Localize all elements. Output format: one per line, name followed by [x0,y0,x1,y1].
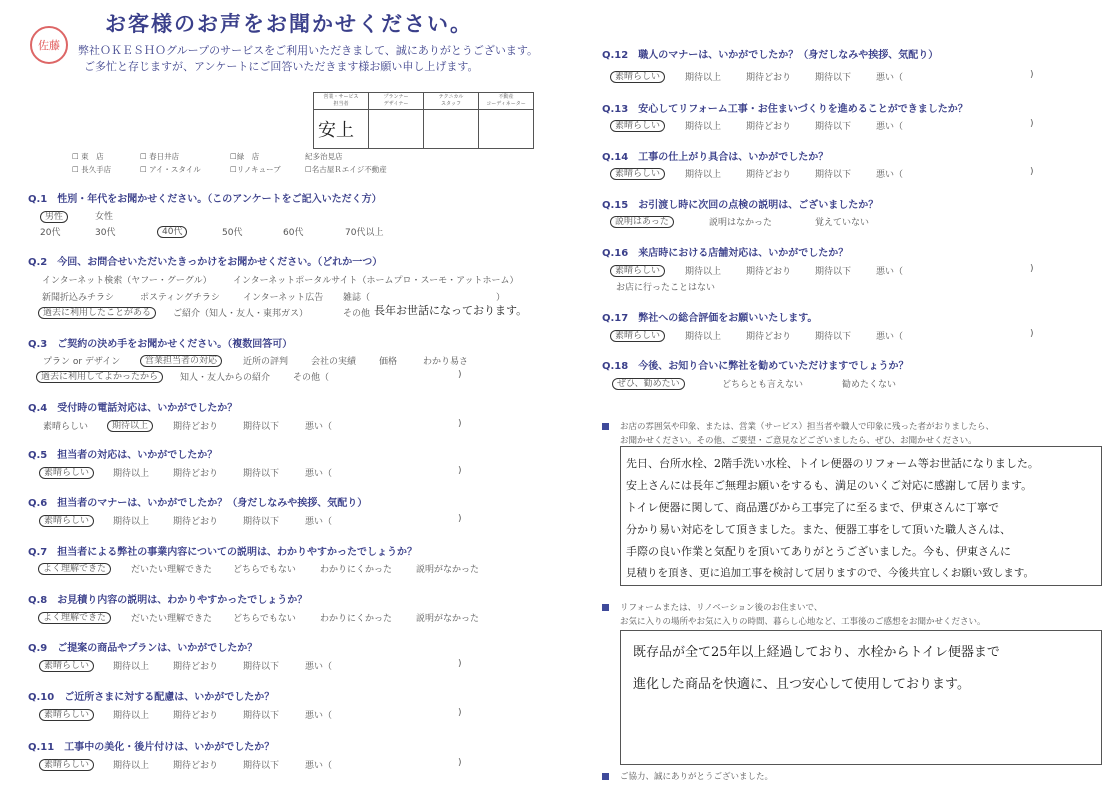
intro-line-2: ご多忙と存じますが、アンケートにご回答いただきます様お願い申し上げます。 [84,60,479,73]
option[interactable]: 50代 [222,228,243,238]
option-close-paren: ) [458,370,462,380]
option[interactable]: 期待以下 [243,422,280,432]
option[interactable]: ご紹介（知人・友人・東邦ガス） [173,309,309,319]
option[interactable]: よく理解できた [38,610,111,623]
option[interactable]: 悪い（ [305,711,333,721]
comment1-prompt-line-2: お聞かせください。その他、ご要望・ご意見などございましたら、ぜひ、お聞かせください。 [620,436,977,446]
staff-header: テクニカル スタッフ [424,93,479,110]
option[interactable]: 期待どおり [746,73,792,83]
option[interactable]: どちらでもない [233,614,296,624]
comment1-line: 分かり易い対応をして頂きました。また、便器工事をして頂いた職人さんは、 [626,523,1011,536]
option[interactable]: 悪い（ [876,122,904,132]
comment1-prompt-line-1: お店の雰囲気や印象、または、営業（サービス）担当者や職人で印象に残った者がおりましたら、 [620,422,995,432]
option[interactable]: 素晴らしい [43,422,89,432]
option[interactable]: わかりにくかった [320,614,393,624]
option-close-paren: ) [1030,329,1034,339]
option[interactable]: 悪い（ [305,761,333,771]
option[interactable]: 期待以上 [113,517,150,527]
option-close-paren: ) [458,466,462,476]
comment2-prompt-line-2: お気に入りの場所やお気に入りの時間、暮らし心地など、工事後のご感想をお聞かせください。 [620,617,986,627]
question-q4: Q.4 受付時の電話対応は、いかがでしたか？ [28,403,238,414]
option[interactable]: その他 [343,309,371,319]
comment1-box[interactable] [620,446,1102,586]
option[interactable]: 期待どおり [746,332,792,342]
option[interactable]: よく理解できた [38,561,111,574]
option[interactable]: だいたい理解できた [131,614,213,624]
question-q1: Q.1 性別・年代をお聞かせください。（このアンケートをご記入いただく方） [28,194,382,205]
option-close-paren: ) [458,419,462,429]
option[interactable]: 期待以下 [815,73,852,83]
option[interactable]: 期待以下 [243,711,280,721]
option[interactable]: 女性 [95,212,114,222]
option[interactable]: 期待どおり [173,469,219,479]
staff-realestate-cell[interactable] [479,110,534,149]
question-q2: Q.2 今回、お問合せいただいたきっかけをお聞かせください。（どれか一つ） [28,257,383,268]
option[interactable]: 期待以上 [113,662,150,672]
question-q8: Q.8 お見積り内容の説明は、わかりやすかったでしょうか？ [28,595,308,606]
option[interactable]: 期待以下 [243,761,280,771]
option[interactable]: 期待どおり [173,422,219,432]
question-q16: Q.16 来店時における店舗対応は、いかがでしたか？ [602,248,849,259]
question-q18: Q.18 今後、お知り合いに弊社を勧めていただけますでしょうか？ [602,361,909,372]
question-q3: Q.3 ご契約の決め手をお聞かせください。（複数回答可） [28,339,293,350]
option[interactable]: その他（ [293,373,330,383]
question-q6: Q.6 担当者のマナーは、いかがでしたか？（身だしなみや挨拶、気配り） [28,498,368,509]
option[interactable]: 価格 [379,357,398,367]
option[interactable]: 素晴らしい [610,166,665,179]
section-bullet [602,604,609,611]
option[interactable]: 期待以下 [815,170,852,180]
option-close-paren: ) [1030,264,1034,274]
store-option[interactable]: ☐緑 店 [230,152,260,161]
section-bullet [602,773,609,780]
staff-technical-cell[interactable] [424,110,479,149]
staff-sales-cell[interactable]: 安上 [314,110,369,149]
seal-stamp: 佐藤 [30,26,68,64]
question-q7: Q.7 担当者による弊社の事業内容についての説明は、わかりやすかったでしょうか？ [28,547,418,558]
option[interactable]: 期待以上 [107,418,153,431]
question-q17: Q.17 弊社への総合評価をお願いいたします。 [602,313,818,324]
intro-line-1: 弊社ＯＫＥＳＨＯグループのサービスをご利用いただきまして、誠にありがとうございます。 [78,44,539,57]
store-option[interactable]: ☐ 長久手店 [72,165,112,174]
option[interactable]: 会社の実績 [311,357,357,367]
option[interactable]: わかりにくかった [320,565,393,575]
option-close-paren: ) [458,659,462,669]
option[interactable]: 悪い（ [305,469,333,479]
comment2-prompt-line-1: リフォームまたは、リノベーション後のお住まいで、 [620,603,823,613]
store-option[interactable]: ☐ アイ・スタイル [140,165,201,174]
option[interactable]: 勧めたくない [842,380,897,390]
option[interactable]: 素晴らしい [610,328,665,341]
option[interactable]: どちらとも言えない [722,380,804,390]
option-close-paren: ) [458,514,462,524]
store-option[interactable]: ☐リノキューブ [230,165,281,174]
option[interactable]: 素晴らしい [610,263,665,276]
option[interactable]: 素晴らしい [39,513,94,526]
option[interactable]: 素晴らしい [39,658,94,671]
option[interactable]: 覚えていない [815,218,870,228]
staff-header: プランナー デザイナー [369,93,424,110]
store-option[interactable]: ☐ 東 店 [72,152,104,161]
option[interactable]: だいたい理解できた [131,565,213,575]
comment1-line: 手際の良い作業と気配りを頂いてありがとうございました。今も、伊東さんに [626,545,1011,558]
option[interactable]: 期待以上 [113,469,150,479]
option[interactable]: 20代 [40,228,61,238]
option[interactable]: 過去に利用したことがある [38,305,156,318]
question-q10: Q.10 ご近所さまに対する配慮は、いかがでしたか？ [28,692,275,703]
comment1-line: 安上さんには長年ご無理お願いをするも、満足のいくご対応に感謝して居ります。 [626,479,1033,492]
option[interactable]: 男性 [40,209,68,222]
option[interactable]: 悪い（ [305,422,333,432]
option[interactable]: 悪い（ [876,267,904,277]
option[interactable]: 期待以上 [113,761,150,771]
q2-handwritten-note: 長年お世話になっております。 [374,304,528,317]
option[interactable]: 説明がなかった [416,614,480,624]
option-close-paren: ) [458,708,462,718]
store-option[interactable]: ☐ 春日井店 [140,152,180,161]
option[interactable]: 悪い（ [305,517,333,527]
option[interactable]: 過去に利用してよかったから [36,369,163,382]
store-option[interactable]: ☐名古屋Ｒエイジ不動産 [305,165,387,174]
option[interactable]: インターネット検索（ヤフー・グーグル） [42,276,212,286]
option-close-paren: ) [1030,167,1034,177]
option[interactable]: 期待以上 [685,170,722,180]
comment1-line: トイレ便器に関して、商品選びから工事完了に至るまで、伊東さんに丁寧で [626,501,1000,514]
question-q5: Q.5 担当者の対応は、いかがでしたか？ [28,450,218,461]
staff-planner-cell[interactable] [369,110,424,149]
question-q12: Q.12 職人のマナーは、いかがでしたか？（身だしなみや挨拶、気配り） [602,50,939,61]
option[interactable]: 期待以上 [113,711,150,721]
option[interactable]: 知人・友人からの紹介 [180,373,271,383]
store-note: 紀多治見店 [305,152,343,161]
option[interactable]: 新聞折込みチラシ [42,293,115,303]
option[interactable]: 期待以上 [685,73,722,83]
option[interactable]: 期待どおり [173,517,219,527]
comment1-line: 見積りを頂き、更に追加工事を検討して居りますので、今後共宜しくお願い致します。 [626,567,1035,579]
option-close-paren: ) [1030,70,1034,80]
option[interactable]: 期待以下 [815,267,852,277]
thanks-text: ご協力、誠にありがとうございました。 [620,772,774,782]
staff-header: 不動産 コーディネーター [479,93,534,110]
option-close-paren: ) [1030,119,1034,129]
option[interactable]: 素晴らしい [610,118,665,131]
option[interactable]: 期待どおり [746,170,792,180]
option[interactable]: 期待以上 [685,267,722,277]
option[interactable]: 期待以下 [815,332,852,342]
option[interactable]: ぜひ、勧めたい [612,376,685,389]
question-q14: Q.14 工事の仕上がり具合は、いかがでしたか？ [602,152,829,163]
question-q13: Q.13 安心してリフォーム工事・お住まいづくりを進めることができましたか？ [602,104,968,115]
option[interactable]: 60代 [283,228,304,238]
option[interactable]: 70代以上 [345,228,384,238]
question-q11: Q.11 工事中の美化・後片付けは、いかがでしたか？ [28,742,275,753]
question-q9: Q.9 ご提案の商品やプランは、いかがでしたか？ [28,643,258,654]
option[interactable]: 素晴らしい [39,757,94,770]
option[interactable]: 素晴らしい [39,465,94,478]
option-close-paren: ) [458,758,462,768]
option[interactable]: 30代 [95,228,116,238]
option[interactable]: 期待以下 [243,517,280,527]
option[interactable]: 説明がなかった [416,565,480,575]
option[interactable]: 雑誌（ ） [343,293,506,303]
survey-title: お客様のお声をお聞かせください。 [105,12,473,36]
option[interactable]: 悪い（ [876,73,904,83]
option[interactable]: 期待以上 [685,122,722,132]
option[interactable]: 期待以下 [815,122,852,132]
option[interactable]: 近所の評判 [243,357,289,367]
section-bullet [602,423,609,430]
option[interactable]: プラン or デザイン [43,357,121,367]
option[interactable]: 説明はあった [610,214,674,227]
option[interactable]: どちらでもない [233,565,296,575]
option[interactable]: 期待どおり [173,711,219,721]
question-q15: Q.15 お引渡し時に次回の点検の説明は、ございましたか？ [602,200,879,211]
option[interactable]: インターネット広告 [243,293,324,303]
comment1-line: 先日、台所水栓、2階手洗い水栓、トイレ便器のリフォーム等お世話になりました。 [626,457,1039,470]
comment2-line: 既存品が全て25年以上経過しており、水栓からトイレ便器まで [633,645,1000,660]
option[interactable]: 40代 [157,224,187,237]
option[interactable]: 期待以下 [243,469,280,479]
option[interactable]: 素晴らしい [39,707,94,720]
option[interactable]: お店に行ったことはない [616,283,716,293]
option[interactable]: わかり易さ [423,357,469,367]
comment2-line: 進化した商品を快適に、且つ安心して使用しております。 [633,677,970,692]
comment2-box[interactable] [620,630,1102,765]
option[interactable]: 悪い（ [876,170,904,180]
option[interactable]: 素晴らしい [610,69,665,82]
option[interactable]: 期待どおり [746,267,792,277]
staff-table [313,92,534,149]
option[interactable]: 期待以下 [243,662,280,672]
option[interactable]: 悪い（ [305,662,333,672]
option[interactable]: 説明はなかった [709,218,773,228]
option[interactable]: 期待以上 [685,332,722,342]
option[interactable]: 期待どおり [173,662,219,672]
option[interactable]: ポスティングチラシ [140,293,220,303]
option[interactable]: インターネットポータルサイト（ホームプロ・スーモ・アットホーム） [233,276,519,286]
staff-header: 営業・サービス 担当者 [314,93,369,110]
option[interactable]: 悪い（ [876,332,904,342]
option[interactable]: 期待どおり [746,122,792,132]
option[interactable]: 期待どおり [173,761,219,771]
option[interactable]: 営業担当者の対応 [140,353,222,366]
